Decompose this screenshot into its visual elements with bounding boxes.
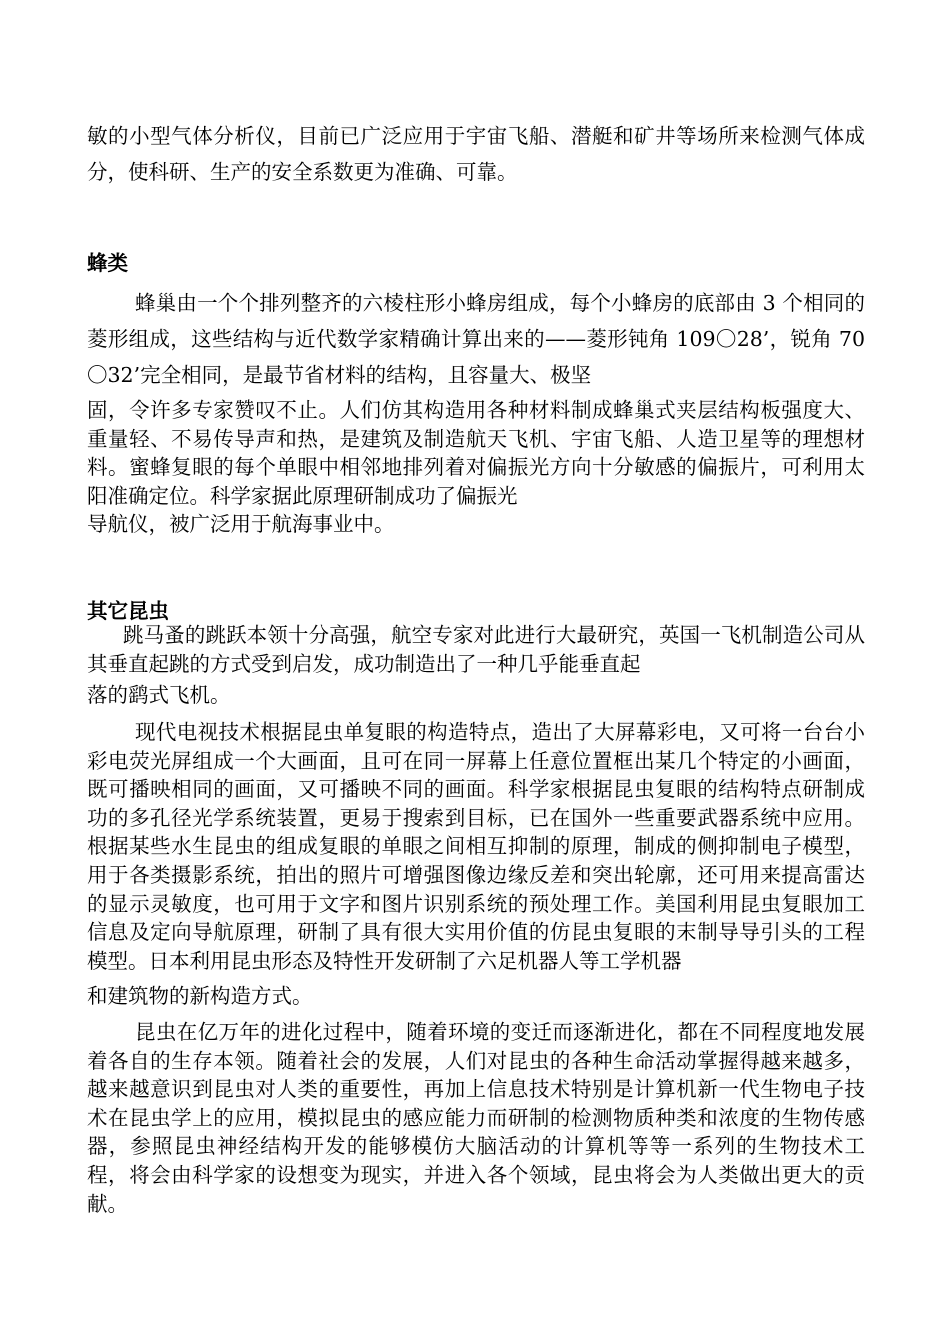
section-heading-bees: 蜂类 xyxy=(87,251,128,275)
other-insects-paragraph2-part2: 和建筑物的新构造方式。 xyxy=(87,984,313,1008)
bees-paragraph-part2: 固，令许多专家赞叹不止。人们仿其构造用各种材料制成蜂巢式夹层结构板强度大、重量轻、不易传导声和热，是建筑及制造航天飞机、宇宙飞船、人造卫星等的理想材料。蜜蜂复眼的每个单眼中相邻地排列着对偏振光方向十分敏感的偏振片，可利用太阳准确定位。科学家据此原理研制成功了偏振光 xyxy=(87,398,865,508)
other-insects-paragraph1-part2: 落的鹞式飞机。 xyxy=(87,683,231,707)
other-insects-paragraph1-part1: 跳马蚤的跳跃本领十分高强，航空专家对此进行大最研究，英国一飞机制造公司从其垂直起跳的方式受到启发，成功制造出了一种几乎能垂直起 xyxy=(87,623,865,676)
other-insects-paragraph3: 昆虫在亿万年的进化过程中，随着环境的变迁而逐渐进化，都在不同程度地发展着各自的生存本领。随着社会的发展，人们对昆虫的各种生命活动掌握得越来越多，越来越意识到昆虫对人类的重要性，再加上信息技术特别是计算机新一代生物电子技术在昆虫学上的应用，模拟昆虫的感应能力而研制的检测物质种类和浓度的生物传感器，参照昆虫神经结构开发的能够模仿大脑活动的计算机等等一系列的生物技术工程，将会由科学家的设想变为现实，并进入各个领域，昆虫将会为人类做出更大的贡献。 xyxy=(87,1020,865,1216)
intro-paragraph: 敏的小型气体分析仪，目前已广泛应用于宇宙飞船、潜艇和矿井等场所来检测气体成分，使科研、生产的安全系数更为准确、可靠。 xyxy=(87,124,865,184)
bees-paragraph-part1: 蜂巢由一个个排列整齐的六棱柱形小蜂房组成，每个小蜂房的底部由 3 个相同的菱形组成，这些结构与近代数学家精确计算出来的——菱形钝角 109〇28’，锐角 70〇32’完全相同，是最节省材料的结构，且容量大、极坚 xyxy=(87,291,865,387)
other-insects-paragraph2-part1: 现代电视技术根据昆虫单复眼的构造特点，造出了大屏幕彩电，又可将一台台小彩电荧光屏组成一个大画面，且可在同一屏幕上任意位置框出某几个特定的小画面，既可播映相同的画面，又可播映不同的画面。科学家根据昆虫复眼的结构特点研制成功的多孔径光学系统装置，更易于搜索到目标，已在国外一些重要武器系统中应用。根据某些水生昆虫的组成复眼的单眼之间相互抑制的原理，制成的侧抑制电子模型，用于各类摄影系统，拍出的照片可增强图像边缘反差和突出轮廓，还可用来提高雷达的显示灵敏度，也可用于文字和图片识别系统的预处理工作。美国利用昆虫复眼加工信息及定向导航原理，研制了具有很大实用价值的仿昆虫复眼的末制导导引头的工程模型。日本利用昆虫形态及特性开发研制了六足机器人等工学机器 xyxy=(87,720,865,973)
section-heading-other-insects: 其它昆虫 xyxy=(87,599,169,623)
bees-paragraph-part3: 导航仪，被广泛用于航海事业中。 xyxy=(87,512,395,536)
